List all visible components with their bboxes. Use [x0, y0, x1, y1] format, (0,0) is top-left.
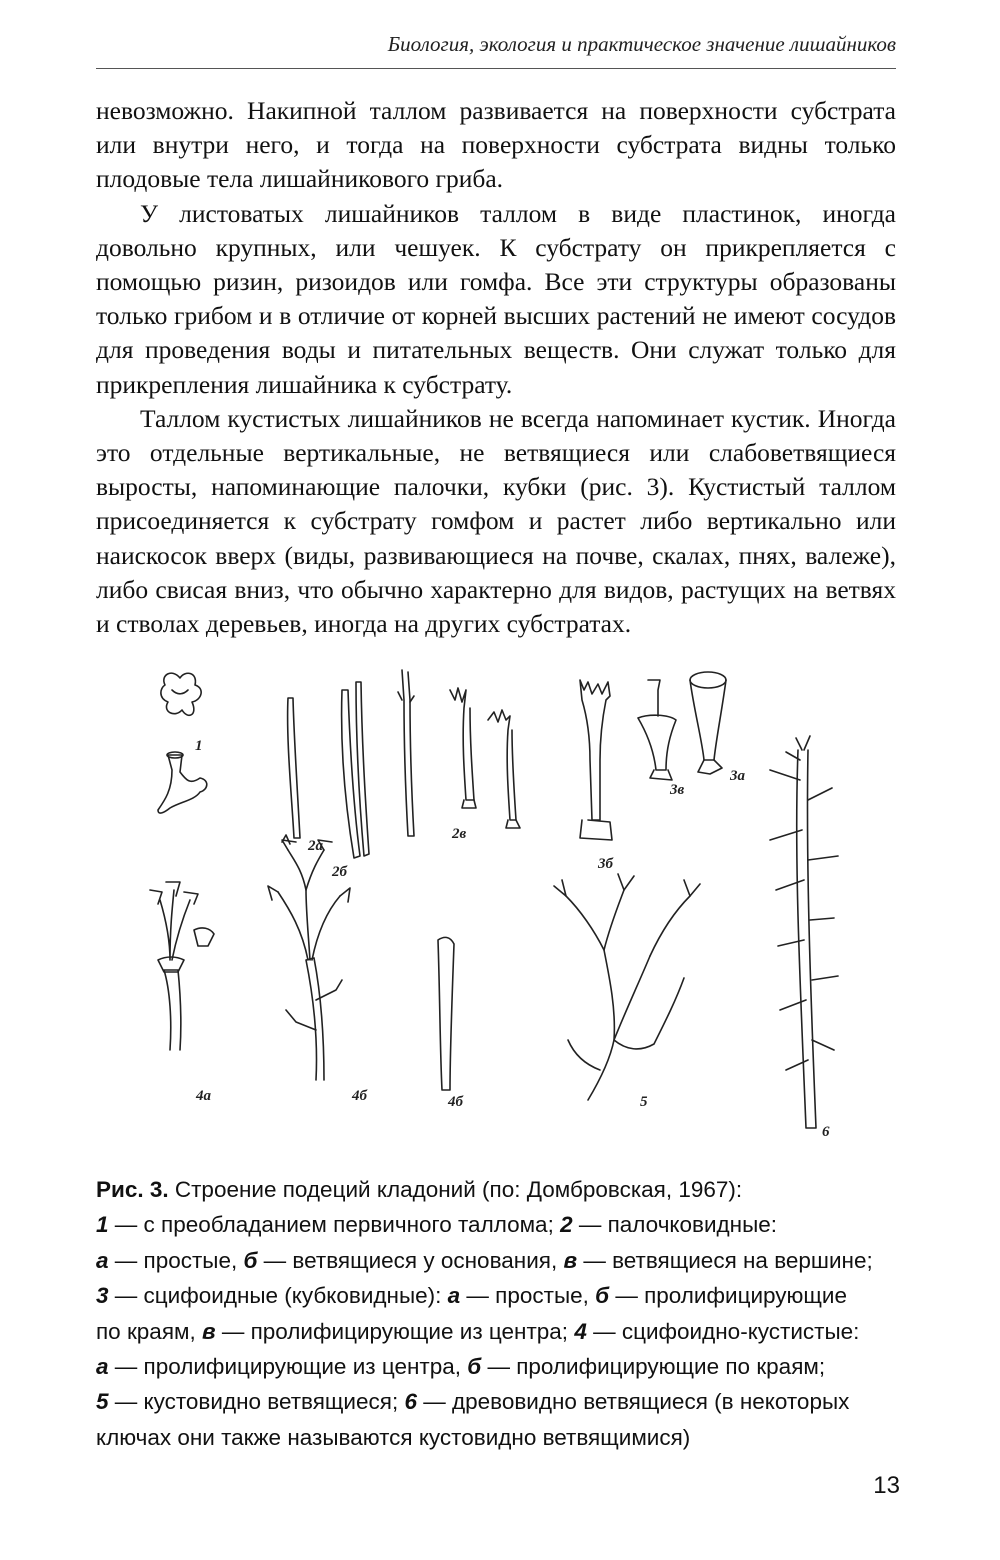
caption-line-6: [96, 1349, 896, 1384]
caption-text: — пролифицирующие: [609, 1283, 848, 1309]
header-rule: [96, 68, 896, 69]
caption-text: — простые,: [108, 1247, 244, 1273]
drawing-2-stick: [398, 670, 414, 836]
caption-text: — ветвящиеся у основания,: [257, 1247, 564, 1273]
caption-num-4: 4: [574, 1318, 587, 1344]
label-6: 6: [822, 1124, 830, 1140]
label-3v: 3в: [670, 782, 685, 798]
caption-letter: а: [447, 1283, 461, 1309]
caption-letter: а: [96, 1354, 109, 1380]
label-4b-2: 4б: [448, 1094, 463, 1110]
label-3a: 3а: [730, 768, 745, 784]
label-4b: 4б: [352, 1088, 367, 1104]
caption-letter: б: [595, 1283, 610, 1309]
drawing-5: [554, 874, 700, 1110]
caption-fig-label: Рис. 3.: [96, 1177, 169, 1202]
caption-text: — сцифоидные (кубковидные):: [108, 1283, 448, 1309]
drawing-2v: [450, 688, 520, 842]
label-1: 1: [195, 738, 203, 754]
caption-num-6: 6: [404, 1389, 417, 1415]
caption-text: — с преобладанием первичного таллома;: [108, 1212, 561, 1238]
page-number: 13: [873, 1472, 900, 1499]
caption-letter: б: [243, 1247, 258, 1273]
caption-text: — пролифицирующие по краям;: [481, 1354, 826, 1380]
caption-num-3: 3: [96, 1283, 109, 1309]
caption-text: по краям,: [96, 1318, 202, 1344]
label-2a: 2а: [308, 838, 323, 854]
drawing-4b: [268, 840, 368, 1104]
label-5: 5: [640, 1094, 648, 1110]
caption-line-2: [96, 1207, 896, 1242]
caption-line-7: [96, 1384, 896, 1419]
paragraph-2: У листоватых лишайников таллом в виде пластинок, иногда довольно крупных, или чешуек. К субстрату он прикрепляется с помощью ризин, ризоидов или гомфа. Все эти структуры образованы только грибом и в отличие от корней высших растений не имеют сосудов для проведения воды и питательных веществ. Они служат только для прикрепления лишайника к субстрату.: [96, 198, 896, 399]
caption-line-8: [96, 1420, 896, 1455]
drawing-6: [770, 736, 838, 1140]
figure-3-podetia-drawings: [110, 660, 900, 1160]
caption-text: ключах они также называются кустовидно ветвящимися): [96, 1424, 691, 1450]
caption-text: — древовидно ветвящиеся (в некоторых: [416, 1389, 850, 1415]
caption-num-5: 5: [96, 1389, 109, 1415]
drawing-2a: [282, 698, 324, 854]
label-2b: 2б: [332, 864, 347, 880]
caption-letter: б: [467, 1354, 482, 1380]
caption-line-3: [96, 1243, 896, 1278]
caption-text: — кустовидно ветвящиеся;: [108, 1389, 405, 1415]
caption-num-1: 1: [96, 1212, 109, 1238]
figure-illustration: [110, 660, 900, 1160]
body-text: [96, 94, 896, 641]
figure-caption: [96, 1172, 896, 1455]
running-head: Биология, экология и практическое значение лишайников: [387, 32, 896, 56]
paragraph-3: Таллом кустистых лишайников не всегда напоминает кустик. Иногда это отдельные вертикальные, не ветвящиеся или слабоветвящиеся выросты, напоминающие палочки, кубки (рис. 3). Кустистый таллом присоединяется к субстрату гомфом и растет либо вертикально или наискосок вверх (виды, развивающиеся на почве, скалах, пнях, валеже), либо свисая вниз, что обычно характерно для видов, растущих на ветвях и стволах деревьев, иногда на других субстратах.: [96, 403, 896, 639]
label-4a: 4а: [196, 1088, 211, 1104]
caption-title: Строение подеций кладоний (по: Домбровская, 1967):: [168, 1177, 743, 1202]
caption-num-2: 2: [560, 1212, 573, 1238]
drawing-4a: [150, 882, 214, 1104]
drawing-2b: [331, 682, 369, 880]
drawing-1: [158, 673, 207, 813]
caption-line-5: [96, 1314, 896, 1349]
drawing-3a: [690, 672, 746, 784]
caption-text: — сцифоидно-кустистые:: [586, 1318, 860, 1344]
caption-line-1: [96, 1172, 896, 1207]
drawing-3v: [638, 680, 685, 798]
drawing-4b-stick: [438, 937, 464, 1110]
caption-letter: в: [201, 1318, 216, 1344]
caption-text: — пролифицирующие из центра;: [215, 1318, 575, 1344]
caption-text: — палочковидные:: [572, 1212, 778, 1238]
label-3b: 3б: [598, 856, 613, 872]
caption-letter: в: [563, 1247, 578, 1273]
caption-line-4: [96, 1278, 896, 1313]
caption-letter: а: [96, 1247, 109, 1273]
paragraph-1: невозможно. Накипной таллом развивается на поверхности субстрата или внутри него, и тогда на поверхности субстрата видны только плодовые тела лишайникового гриба.: [96, 96, 896, 194]
drawing-3b: [580, 680, 614, 872]
label-2v: 2в: [452, 826, 467, 842]
caption-text: — простые,: [460, 1283, 596, 1309]
caption-text: — пролифицирующие из центра,: [108, 1354, 468, 1380]
caption-text: — ветвящиеся на вершине;: [577, 1247, 873, 1273]
